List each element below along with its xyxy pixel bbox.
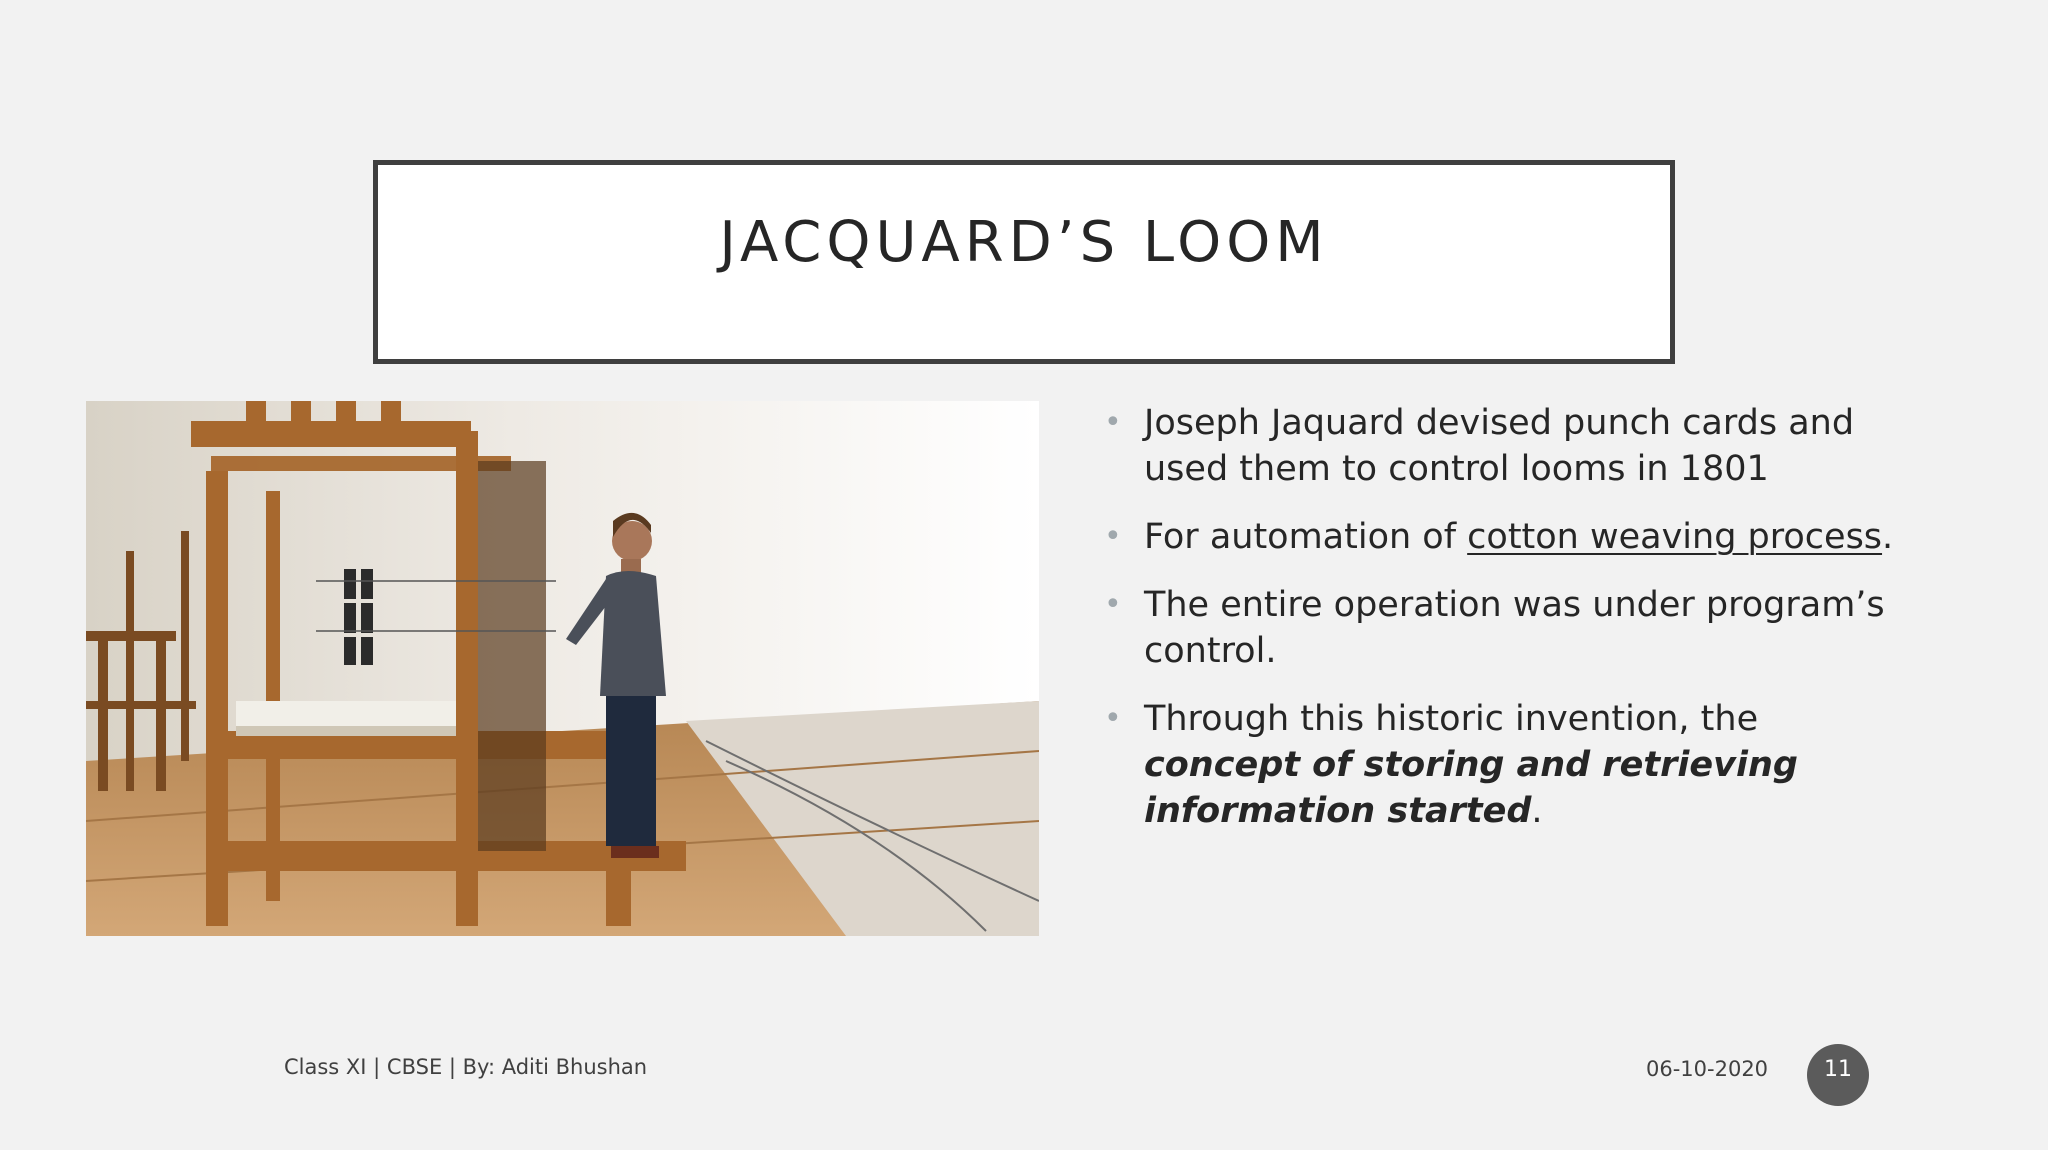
bullet-marker-icon: • [1104,587,1122,622]
loom-photo-illustration [86,401,1039,936]
emphasis-text: concept of storing and retrieving information started [1144,745,1798,831]
bullet-suffix: . [1882,517,1894,557]
title-box [373,160,1675,364]
footer-date: 06-10-2020 [1646,1057,1769,1081]
loom-photo [86,401,1039,936]
bullet-item-automation [1100,514,1920,560]
bullet-list [1100,400,1920,856]
page-number-badge: 11 [1807,1044,1869,1106]
bullet-suffix: . [1531,791,1543,831]
bullet-text: The entire operation was under program’s control. [1144,585,1885,671]
slide-title: JACQUARD’S LOOM [719,210,1329,275]
footer-text: Class XI | CBSE | By: Aditi Bhushan [284,1055,648,1079]
cotton-weaving-link[interactable]: cotton weaving process [1467,517,1883,557]
bullet-text: Joseph Jaquard devised punch cards and used them to control looms in 1801 [1144,403,1855,489]
bullet-item-program-control [1100,582,1920,674]
bullet-item-storing-concept [1100,696,1920,834]
bullet-marker-icon: • [1104,519,1122,554]
bullet-marker-icon: • [1104,405,1122,440]
bullet-item-punch-cards [1100,400,1920,492]
bullet-marker-icon: • [1104,701,1122,736]
bullet-prefix: For automation of [1144,517,1468,557]
bullet-prefix: Through this historic invention, the [1144,699,1759,739]
